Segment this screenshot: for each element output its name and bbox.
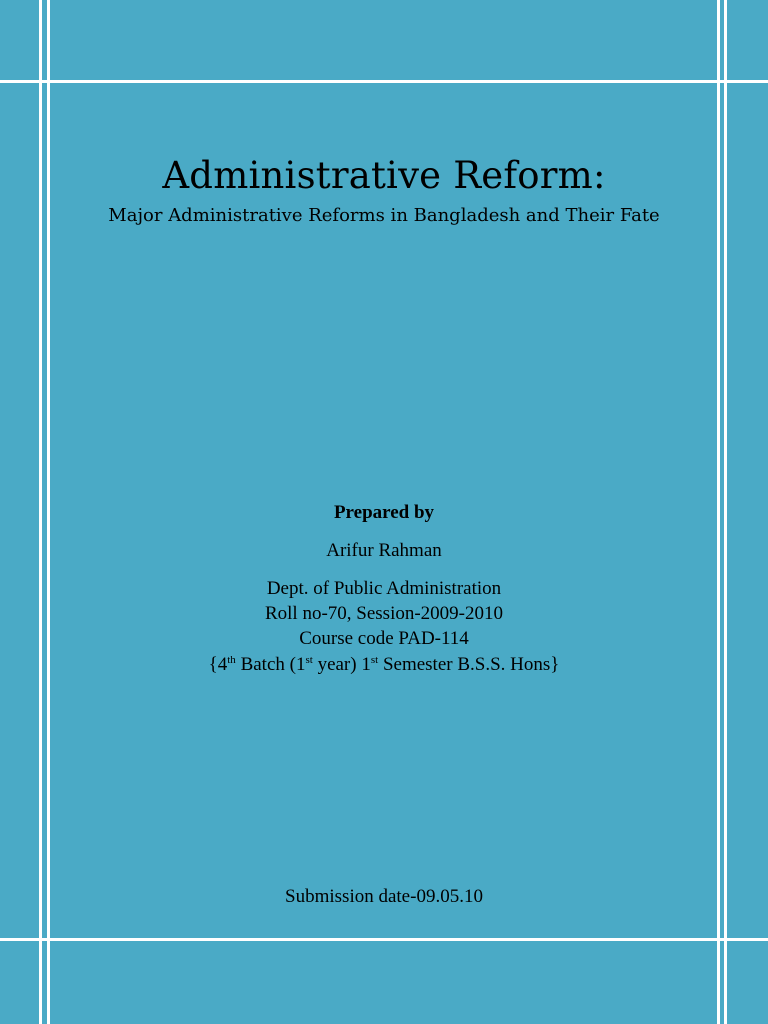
document-subtitle: Major Administrative Reforms in Bangladesh and Their Fate: [108, 205, 660, 226]
frame-line-bottom: [0, 938, 768, 941]
batch-sup-st-2: st: [370, 654, 379, 666]
batch-sup-th: th: [227, 654, 236, 666]
roll-session: Roll no-70, Session-2009-2010: [264, 603, 504, 624]
submission-date: Submission date-09.05.10: [285, 886, 483, 907]
author-name: Arifur Rahman: [326, 540, 442, 561]
department: Dept. of Public Administration: [266, 578, 502, 599]
batch-info: [0, 652, 768, 677]
batch-sup-st-1: st: [305, 654, 313, 666]
frame-line-top: [0, 80, 768, 83]
course-code: Course code PAD-114: [299, 628, 469, 649]
batch-text-2: year) 1: [312, 654, 371, 675]
prepared-by-label: Prepared by: [333, 502, 435, 523]
batch-text-1: Batch (1: [235, 654, 306, 675]
document-title: Administrative Reform:: [162, 154, 606, 197]
batch-text-3: Semester B.S.S. Hons}: [378, 654, 560, 675]
batch-open: {4: [208, 654, 228, 675]
